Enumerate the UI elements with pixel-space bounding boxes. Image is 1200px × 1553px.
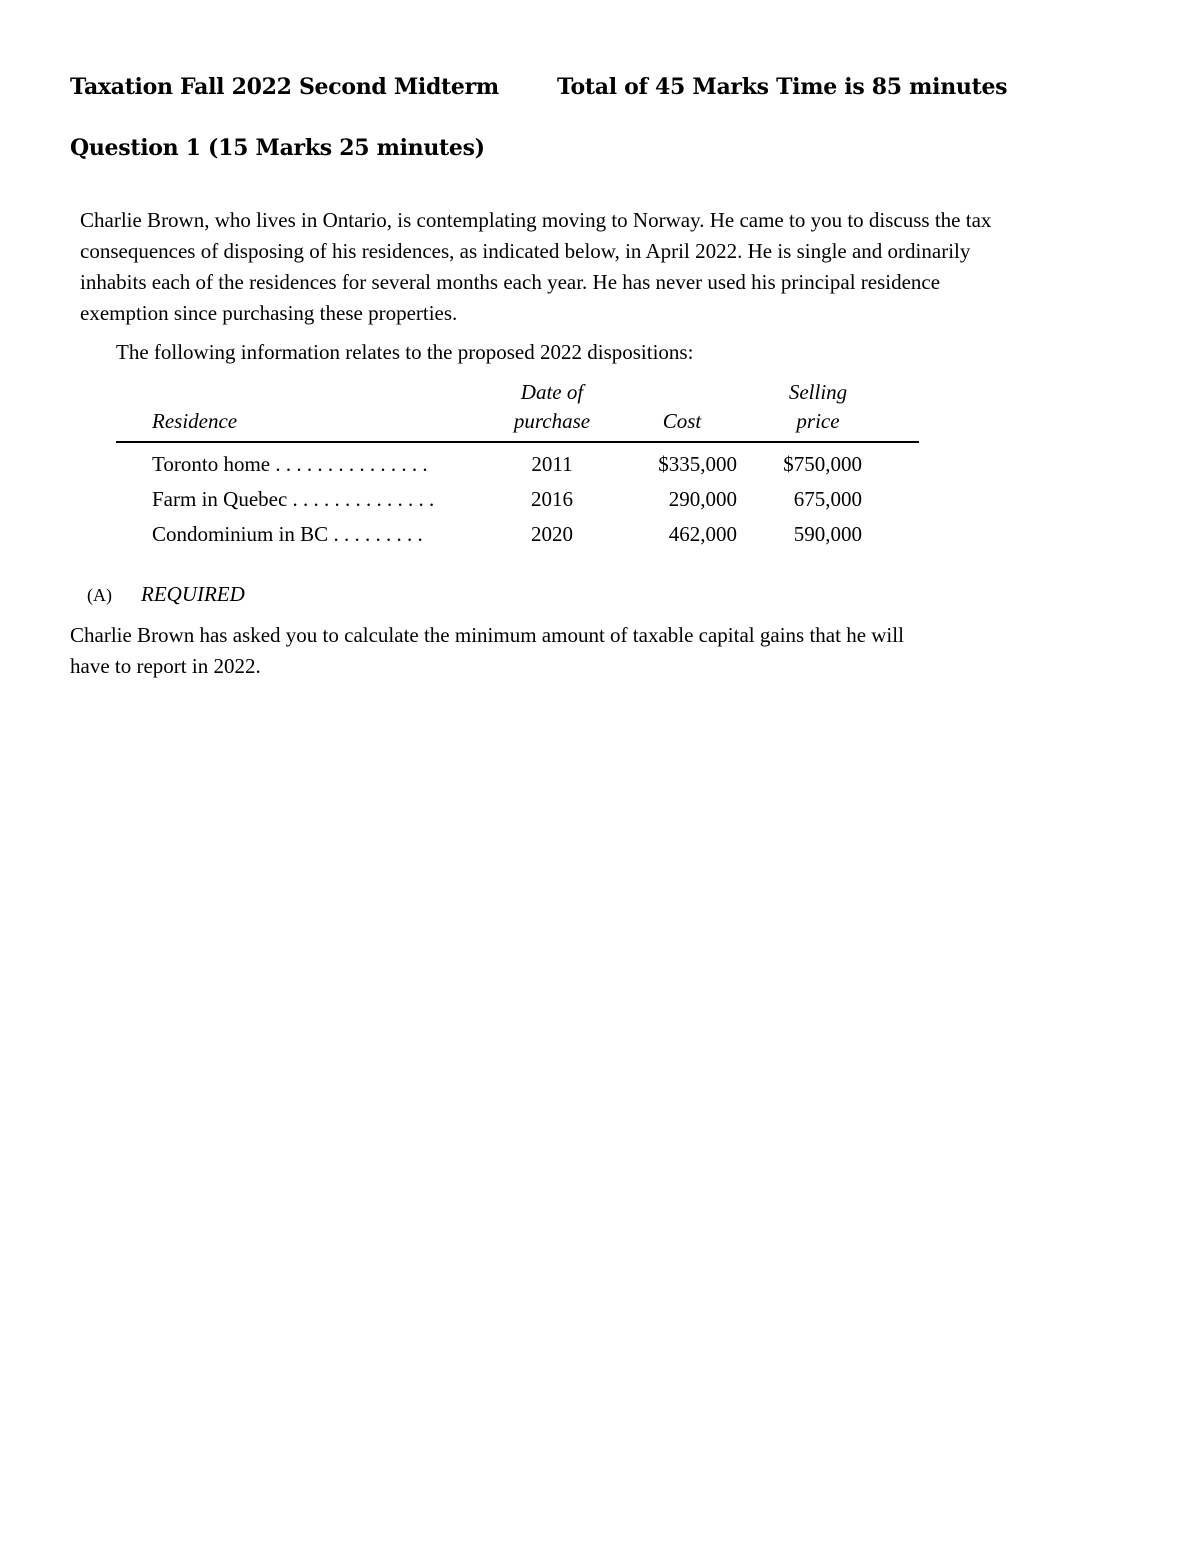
cell-selling-price: $750,000 (783, 452, 862, 476)
ask-line: have to report in 2022. (70, 654, 261, 678)
cell-date: 2016 (531, 487, 573, 511)
intro-line: Charlie Brown, who lives in Ontario, is contemplating moving to Norway. He came to you to discuss the tax (80, 208, 992, 232)
cell-date: 2011 (531, 452, 573, 476)
header-date-line1: Date of (520, 380, 584, 404)
cell-residence: Toronto home . . . . . . . . . . . . . . . (152, 452, 428, 476)
header-date-of-purchase (494, 378, 610, 436)
cell-residence: Farm in Quebec . . . . . . . . . . . . . . (152, 487, 435, 511)
header-date-line2: purchase (513, 409, 591, 433)
required-label: (A) (87, 585, 112, 605)
intro-line: inhabits each of the residences for several months each year. He has never used his principal residence (80, 270, 941, 294)
dispositions-table (116, 378, 919, 553)
header-cost: Cost (662, 409, 702, 433)
exam-title-marks: Total of 45 Marks Time is 85 minutes (557, 74, 1008, 100)
table-row (116, 448, 919, 483)
cell-selling-price: 590,000 (793, 522, 862, 546)
exam-title-name: Taxation Fall 2022 Second Midterm (70, 74, 499, 100)
intro-line: consequences of disposing of his residences, as indicated below, in April 2022. He is single and ordinarily (80, 239, 971, 263)
cell-selling-price: 675,000 (793, 487, 862, 511)
cell-date: 2020 (531, 522, 573, 546)
question-heading: Question 1 (15 Marks 25 minutes) (70, 135, 485, 161)
cell-cost: 290,000 (668, 487, 737, 511)
cell-cost: 462,000 (668, 522, 737, 546)
table-header (116, 378, 919, 443)
exam-title (70, 74, 1007, 100)
required-question (70, 620, 904, 682)
intro-paragraph (80, 205, 1140, 329)
table-lead-text: The following information relates to the proposed 2022 dispositions: (116, 340, 694, 364)
table-row (116, 518, 919, 553)
table-body (116, 443, 919, 553)
header-selling-line2: price (796, 409, 840, 433)
header-residence: Residence (152, 409, 238, 433)
intro-line: exemption since purchasing these properties. (80, 301, 458, 325)
cell-residence: Condominium in BC . . . . . . . . . (152, 522, 423, 546)
header-selling-line1: Selling (788, 380, 848, 404)
cell-cost: $335,000 (658, 452, 737, 476)
required-text: REQUIRED (141, 582, 245, 606)
table-row (116, 483, 919, 518)
required-heading (87, 582, 245, 607)
ask-line: Charlie Brown has asked you to calculate the minimum amount of taxable capital gains that he will (70, 623, 904, 647)
header-selling-price (770, 378, 866, 436)
